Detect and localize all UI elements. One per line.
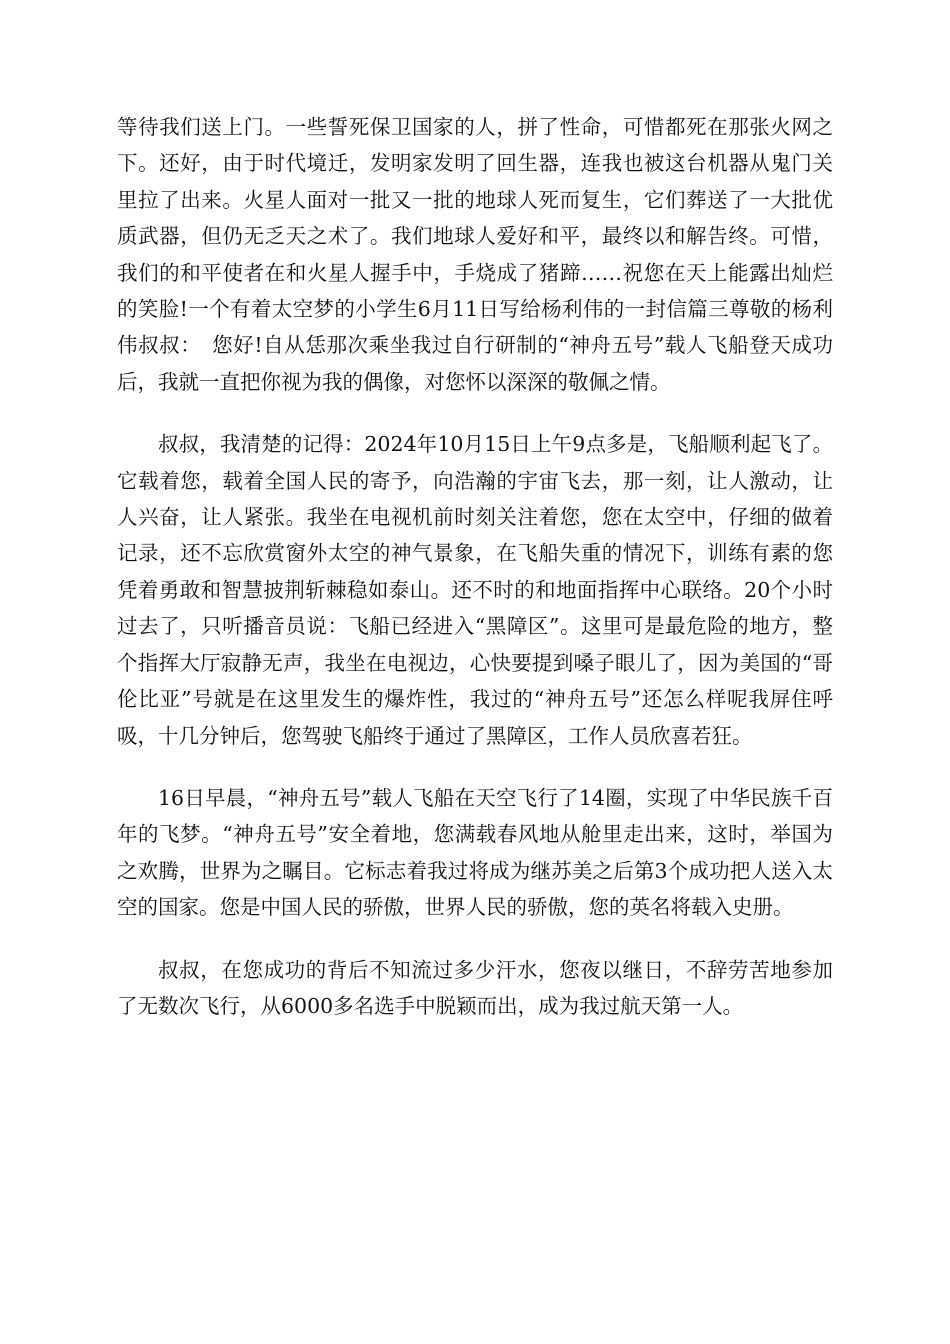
document-body — [117, 109, 833, 1050]
paragraph-1: 等待我们送上门。一些誓死保卫国家的人，拼了性命，可惜都死在那张火网之下。还好，由于时代境迁，发明家发明了回生器，连我也被这台机器从鬼门关里拉了出来。火星人面对一批又一批的地球人死而复生，它们葬送了一大批优质武器，但仍无乏天之术了。我们地球人爱好和平，最终以和解告终。可惜，我们的和平使者在和火星人握手中，手烧成了猪蹄……祝您在天上能露出灿烂的笑脸!一个有着太空梦的小学生6月11日写给杨利伟的一封信篇三尊敬的杨利伟叔叔： 您好!自从恁那次乘坐我过自行研制的“神舟五号”载人飞船登天成功后，我就一直把你视为我的偶像，对您怀以深深的敬佩之情。 — [117, 115, 833, 394]
paragraph-2: 叔叔，我清楚的记得：2024年10月15日上午9点多是，飞船顺利起飞了。它载着您，载着全国人民的寄予，向浩瀚的宇宙飞去，那一刻，让人激动，让人兴奋，让人紧张。我坐在电视机前时刻关注着您，您在太空中，仔细的做着记录，还不忘欣赏窗外太空的神气景象，在飞船失重的情况下，训练有素的您凭着勇敢和智慧披荆斩棘稳如泰山。还不时的和地面指挥中心联络。20个小时过去了，只听播音员说：飞船已经进入“黑障区”。这里可是最危险的地方，整个指挥大厅寂静无声，我坐在电视边，心快要提到嗓子眼儿了，因为美国的“哥伦比亚”号就是在这里发生的爆炸性，我过的“神舟五号”还怎么样呢我屏住呼吸，十几分钟后，您驾驶飞船终于通过了黑障区，工作人员欣喜若狂。 — [117, 432, 833, 748]
paragraph-3: 16日早晨，“神舟五号”载人飞船在天空飞行了14圈，实现了中华民族千百年的飞梦。“神舟五号”安全着地，您满载春风地从舱里走出来，这时，举国为之欢腾，世界为之瞩目。它标志着我过将成为继苏美之后第3个成功把人送入太空的国家。您是中国人民的骄傲，世界人民的骄傲，您的英名将载入史册。 — [117, 785, 833, 920]
paragraph-4: 叔叔，在您成功的背后不知流过多少汗水，您夜以继日，不辞劳苦地参加了无数次飞行，从6000多名选手中脱颖而出，成为我过航天第一人。 — [117, 957, 833, 1018]
